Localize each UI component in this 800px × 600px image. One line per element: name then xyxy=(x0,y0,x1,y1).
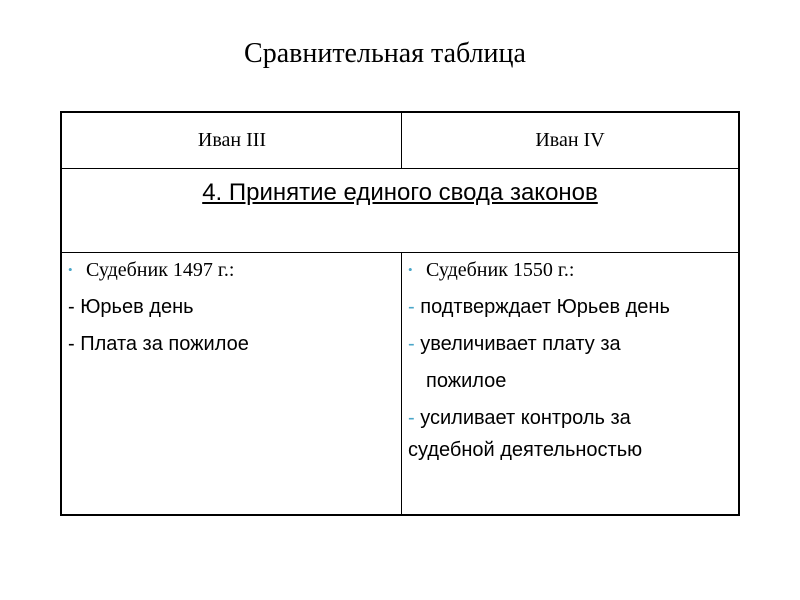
section-heading: 4. Принятие единого свода законов xyxy=(202,179,598,206)
list-item xyxy=(408,294,734,321)
list-item xyxy=(68,256,394,284)
list-item-text: увеличивает плату за xyxy=(420,333,621,355)
list-item-continuation: судебной деятельностью xyxy=(408,439,643,461)
slide-title: Сравнительная таблица xyxy=(244,38,526,69)
bullet-icon: • xyxy=(408,262,413,277)
bullet-icon: • xyxy=(68,262,73,277)
dash-marker: - xyxy=(408,333,415,355)
sudebnik-1497-label: Судебник 1497 г.: xyxy=(86,259,235,281)
header-ivan-iv: Иван IV xyxy=(535,129,605,151)
list-item-text: усиливает контроль за xyxy=(420,407,631,429)
header-ivan-iii: Иван III xyxy=(197,129,267,151)
ivan-iv-column xyxy=(408,256,734,474)
row-divider-header xyxy=(62,168,738,169)
list-item-text: подтверждает Юрьев день xyxy=(420,296,670,318)
list-item xyxy=(408,256,734,284)
list-item xyxy=(408,331,734,358)
column-divider-bottom xyxy=(401,252,402,514)
row-divider-section xyxy=(62,252,738,253)
list-item-continuation: пожилое xyxy=(426,370,507,392)
ivan-iii-column xyxy=(68,256,394,368)
dash-marker: - xyxy=(408,407,415,429)
list-item xyxy=(408,405,734,432)
column-divider-top xyxy=(401,113,402,168)
list-item: - Юрьев день xyxy=(68,296,194,318)
list-item: - Плата за пожилое xyxy=(68,333,249,355)
dash-marker: - xyxy=(408,296,415,318)
sudebnik-1550-label: Судебник 1550 г.: xyxy=(426,259,575,281)
comparison-table xyxy=(60,111,740,516)
